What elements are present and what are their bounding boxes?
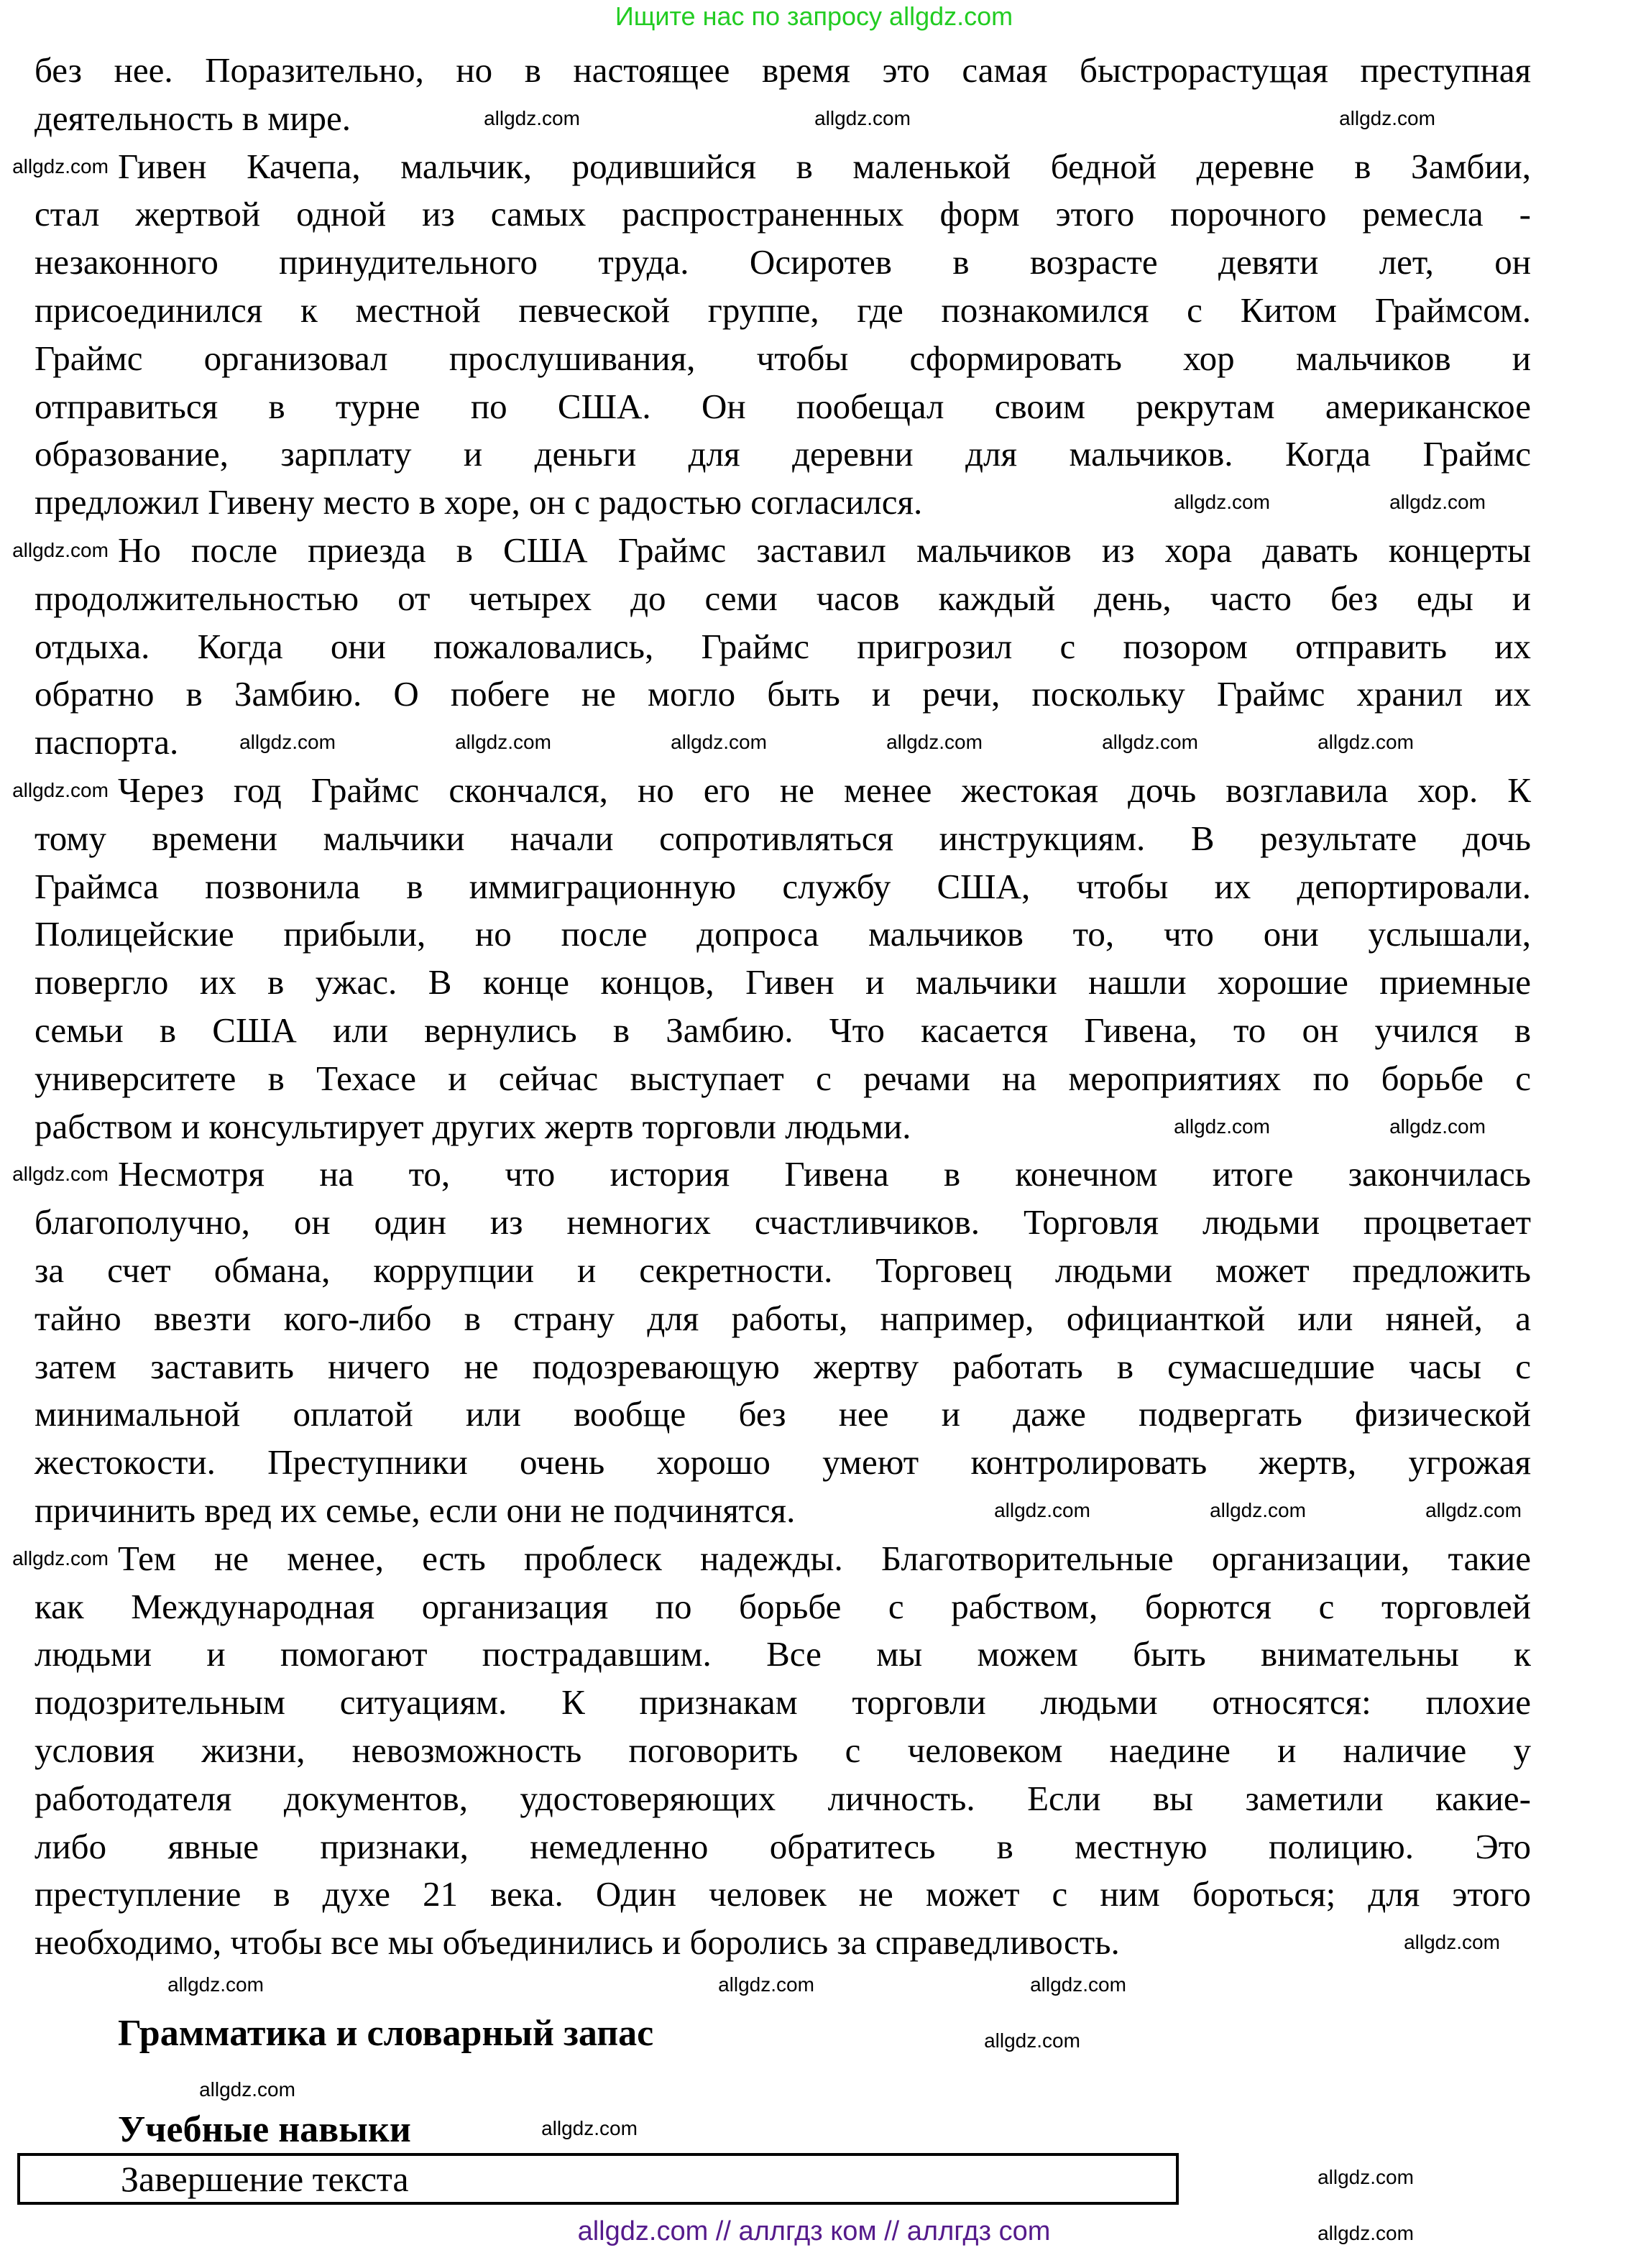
watermark: allgdz.com [239,731,336,753]
text-line: подозрительным ситуациям. К признакам торговли людьми относятся: плохие [35,1682,1531,1722]
watermark: allgdz.com [1174,1115,1270,1138]
watermark: allgdz.com [12,779,109,801]
watermark: allgdz.com [12,1547,109,1569]
text-line: стал жертвой одной из самых распространенных форм этого порочного ремесла - [35,194,1531,234]
watermark: allgdz.com [886,731,983,753]
text-line: рабством и консультирует других жертв торговли людьми. [35,1107,911,1146]
watermark: allgdz.com [1317,731,1414,753]
top-banner-link[interactable]: Ищите нас по запросу allgdz.com [615,1,1013,31]
watermark: allgdz.com [718,1973,814,1996]
text-line: Тем не менее, есть проблеск надежды. Благотворительные организации, такие [118,1539,1531,1578]
text-line: либо явные признаки, немедленно обратитесь в местную полицию. Это [35,1827,1531,1866]
watermark: allgdz.com [1339,107,1435,129]
watermark: allgdz.com [484,107,580,129]
text-line: продолжительностью от четырех до семи часов каждый день, часто без еды и [35,578,1531,618]
watermark: allgdz.com [994,1499,1090,1521]
text-line: условия жизни, невозможность поговорить с человеком наедине и наличие у [35,1730,1531,1770]
task-box [17,2153,1179,2205]
watermark: allgdz.com [541,2117,638,2139]
watermark: allgdz.com [984,2029,1080,2052]
watermark: allgdz.com [1425,1499,1522,1521]
watermark: allgdz.com [1317,2166,1414,2188]
watermark: allgdz.com [1317,2222,1414,2244]
watermark: allgdz.com [1174,491,1270,513]
watermark: allgdz.com [1389,1115,1486,1138]
text-line: затем заставить ничего не подозревающую жертву работать в сумасшедшие часы с [35,1347,1531,1386]
text-line: Полицейские прибыли, но после допроса мальчиков то, что они услышали, [35,914,1531,954]
text-line: причинить вред их семье, если они не подчинятся. [35,1490,796,1530]
watermark: allgdz.com [1404,1931,1500,1953]
watermark: allgdz.com [167,1973,264,1996]
text-line: отдыха. Когда они пожаловались, Граймс пригрозил с позором отправить их [35,627,1531,666]
text-line: повергло их в ужас. В конце концов, Гивен и мальчики нашли хорошие приемные [35,962,1531,1002]
watermark: allgdz.com [12,539,109,561]
text-line: благополучно, он один из немногих счастливчиков. Торговля людьми процветает [35,1202,1531,1242]
text-line: Граймса позвонила в иммиграционную службу США, чтобы их депортировали. [35,867,1531,906]
text-line: обратно в Замбию. О побеге не могло быть и речи, поскольку Граймс хранил их [35,674,1531,714]
watermark: allgdz.com [1030,1973,1126,1996]
text-line: Но после приезда в США Граймс заставил мальчиков из хора давать концерты [118,530,1531,570]
text-line: без нее. Поразительно, но в настоящее время это самая быстрорастущая преступная [35,50,1531,90]
text-line: тому времени мальчики начали сопротивляться инструкциям. В результате дочь [35,819,1531,858]
watermark: allgdz.com [199,2078,295,2101]
footer-links[interactable]: allgdz.com // аллгдз ком // аллгдз com [577,2216,1051,2246]
watermark: allgdz.com [12,1163,109,1185]
text-line: людьми и помогают пострадавшим. Все мы можем быть внимательны к [35,1634,1531,1674]
watermark: allgdz.com [671,731,767,753]
text-line: предложил Гивену место в хоре, он с радостью согласился. [35,482,923,522]
text-line: университете в Техасе и сейчас выступает с речами на мероприятиях по борьбе с [35,1059,1531,1098]
watermark: allgdz.com [1210,1499,1306,1521]
text-line: Через год Граймс скончался, но его не менее жестокая дочь возглавила хор. К [118,770,1531,810]
text-line: Граймс организовал прослушивания, чтобы сформировать хор мальчиков и [35,338,1531,378]
text-line: семьи в США или вернулись в Замбию. Что касается Гивена, то он учился в [35,1010,1531,1050]
text-line: паспорта. [35,722,179,762]
text-line: Гивен Качепа, мальчик, родившийся в маленькой бедной деревне в Замбии, [118,147,1531,186]
text-line: как Международная организация по борьбе с рабством, борются с торговлей [35,1587,1531,1626]
text-line: необходимо, чтобы все мы объединились и боролись за справедливость. [35,1922,1120,1962]
text-line: незаконного принудительного труда. Осиротев в возрасте девяти лет, он [35,242,1531,282]
text-line: минимальной оплатой или вообще без нее и даже подвергать физической [35,1394,1531,1434]
section-heading-skills: Учебные навыки [118,2109,411,2150]
text-line: образование, зарплату и деньги для деревни для мальчиков. Когда Граймс [35,434,1531,474]
text-line: жестокости. Преступники очень хорошо умеют контролировать жертв, угрожая [35,1442,1531,1482]
text-line: за счет обмана, коррупции и секретности. Торговец людьми может предложить [35,1250,1531,1290]
task-title: Завершение текста [121,2159,409,2199]
watermark: allgdz.com [455,731,551,753]
text-line: работодателя документов, удостоверяющих личность. Если вы заметили какие- [35,1779,1531,1818]
text-line: Несмотря на то, что история Гивена в конечном итоге закончилась [118,1154,1531,1194]
text-line: присоединился к местной певческой группе, где познакомился с Китом Граймсом. [35,290,1531,330]
section-heading-grammar: Грамматика и словарный запас [118,2013,654,2054]
watermark: allgdz.com [12,155,109,178]
watermark: allgdz.com [814,107,911,129]
text-line: преступление в духе 21 века. Один человек не может с ним бороться; для этого [35,1874,1531,1914]
text-line: деятельность в мире. [35,98,351,138]
text-line: отправиться в турне по США. Он пообещал своим рекрутам американское [35,387,1531,426]
text-line: тайно ввезти кого-либо в страну для работы, например, официанткой или няней, а [35,1299,1531,1338]
footer-bar [0,2215,1628,2248]
watermark: allgdz.com [1102,731,1198,753]
watermark: allgdz.com [1389,491,1486,513]
